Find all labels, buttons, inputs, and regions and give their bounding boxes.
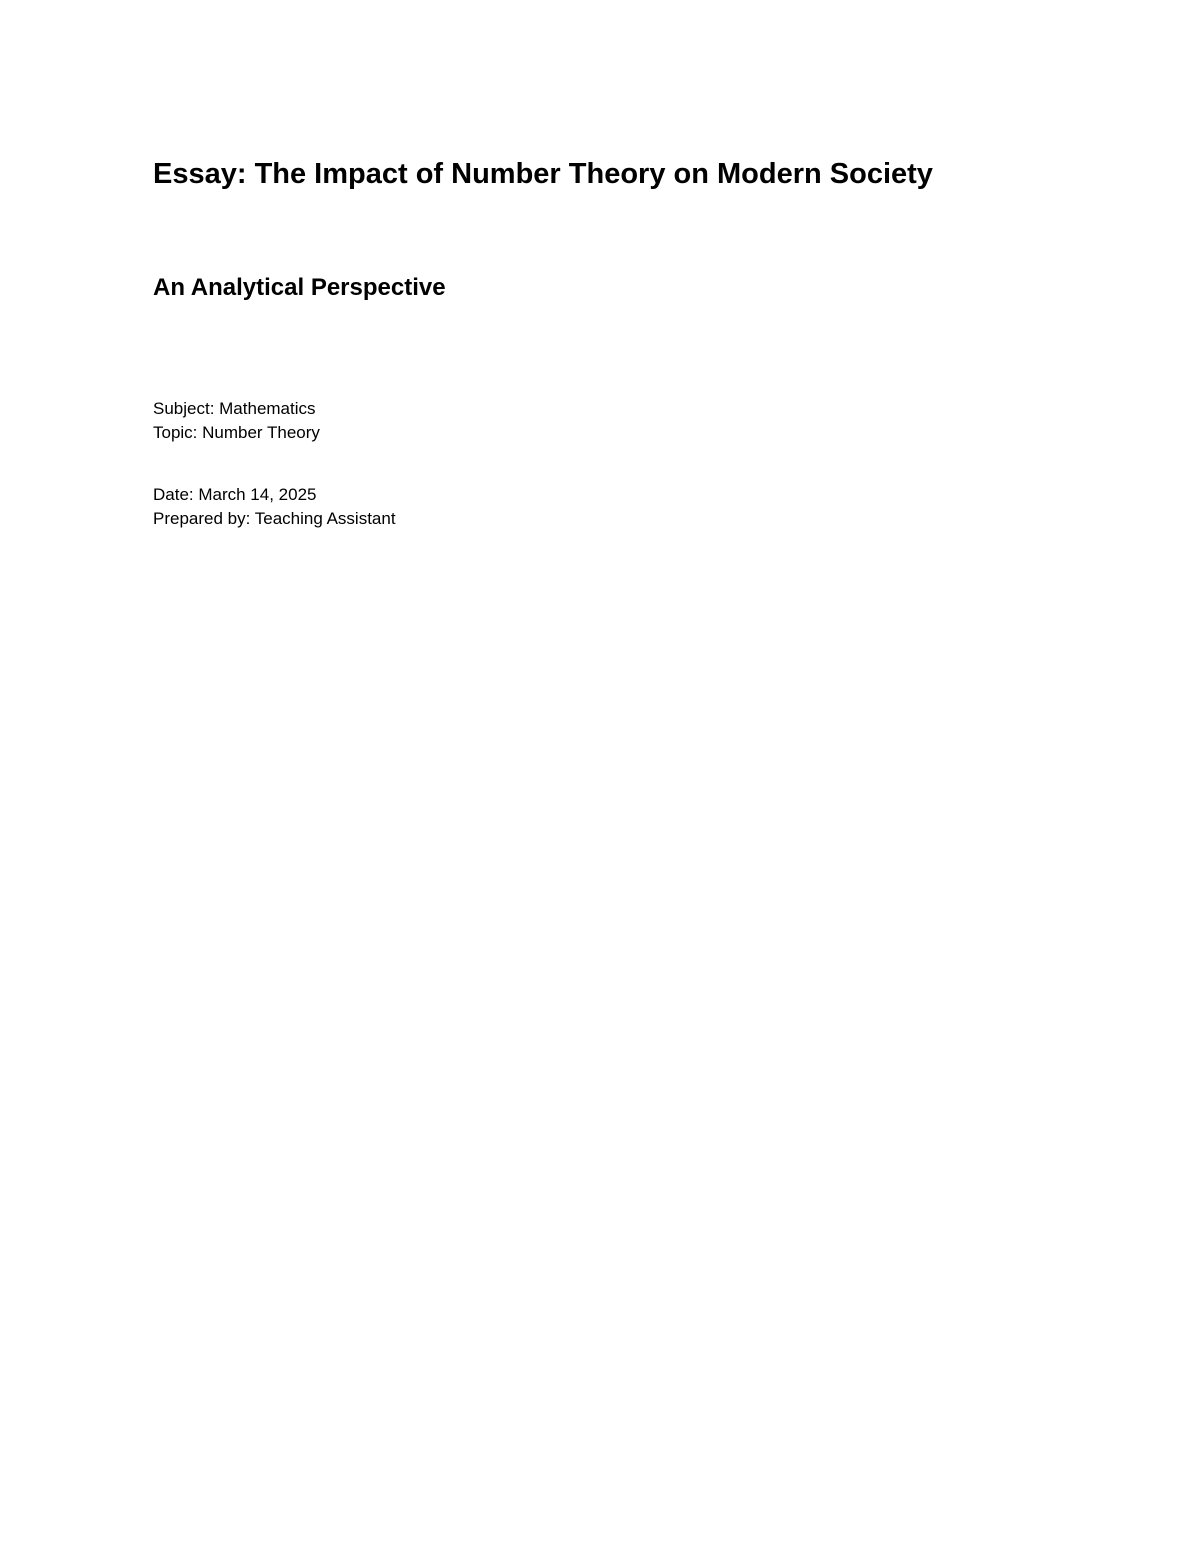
subject-line: Subject: Mathematics	[153, 399, 316, 418]
document-title: Essay: The Impact of Number Theory on Modern Society	[153, 158, 933, 190]
topic-line: Topic: Number Theory	[153, 423, 320, 442]
prepared-by-line: Prepared by: Teaching Assistant	[153, 509, 396, 528]
date-line: Date: March 14, 2025	[153, 485, 317, 504]
document-subtitle: An Analytical Perspective	[153, 274, 446, 301]
date-author-block	[153, 483, 396, 531]
subject-topic-block	[153, 397, 320, 445]
